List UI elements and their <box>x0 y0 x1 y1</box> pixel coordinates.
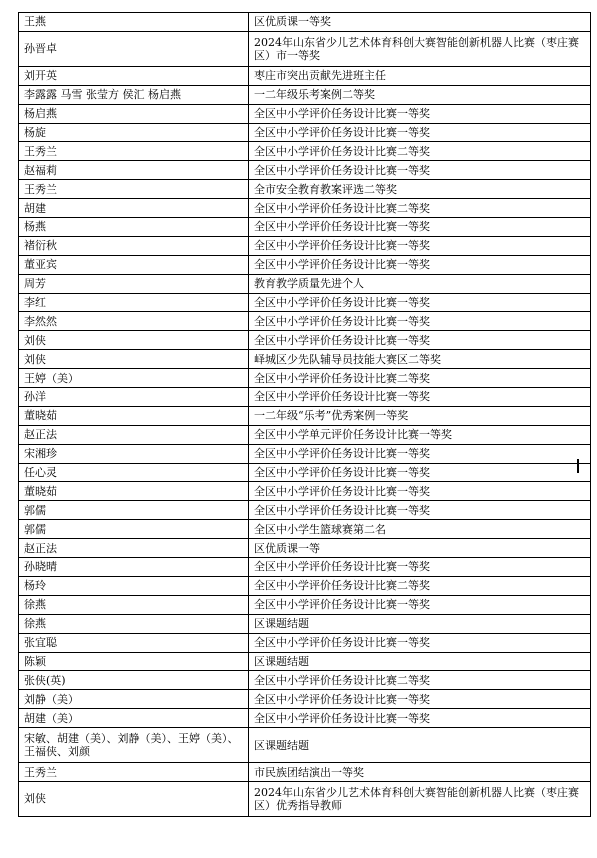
name-cell: 董亚宾 <box>19 255 249 274</box>
table-row <box>19 558 591 577</box>
award-cell: 全区中小学评价任务设计比赛一等奖 <box>249 690 591 709</box>
name-cell: 赵正法 <box>19 539 249 558</box>
name-cell: 任心灵 <box>19 463 249 482</box>
award-cell: 区优质课一等奖 <box>249 13 591 32</box>
name-cell: 张宜聪 <box>19 633 249 652</box>
table-row <box>19 463 591 482</box>
award-cell: 全区中小学评价任务设计比赛一等奖 <box>249 218 591 237</box>
name-cell: 徐燕 <box>19 595 249 614</box>
award-cell: 全区中小学评价任务设计比赛一等奖 <box>249 293 591 312</box>
table-row <box>19 709 591 728</box>
name-cell: 周芳 <box>19 274 249 293</box>
award-cell: 区课题结题 <box>249 614 591 633</box>
award-cell: 全区中小学评价任务设计比赛二等奖 <box>249 199 591 218</box>
table-row <box>19 671 591 690</box>
award-cell: 一二年级乐考案例二等奖 <box>249 85 591 104</box>
table-row <box>19 690 591 709</box>
name-cell: 王秀兰 <box>19 180 249 199</box>
award-cell: 全区中小学生篮球赛第二名 <box>249 520 591 539</box>
table-row <box>19 520 591 539</box>
name-cell: 刘侠 <box>19 331 249 350</box>
award-cell: 全区中小学评价任务设计比赛一等奖 <box>249 709 591 728</box>
award-cell: 全区中小学评价任务设计比赛二等奖 <box>249 369 591 388</box>
table-row <box>19 781 591 816</box>
table-row <box>19 274 591 293</box>
name-cell: 赵福莉 <box>19 161 249 180</box>
awards-table <box>18 12 591 817</box>
name-cell: 刘开英 <box>19 66 249 85</box>
name-cell: 宋湘珍 <box>19 444 249 463</box>
name-cell: 孙晋卓 <box>19 31 249 66</box>
award-cell: 教育教学质量先进个人 <box>249 274 591 293</box>
table-row <box>19 161 591 180</box>
table-row <box>19 104 591 123</box>
text-cursor <box>577 459 579 473</box>
award-cell: 全区中小学评价任务设计比赛一等奖 <box>249 312 591 331</box>
award-cell: 全区中小学评价任务设计比赛二等奖 <box>249 142 591 161</box>
table-row <box>19 425 591 444</box>
award-cell: 全区中小学评价任务设计比赛二等奖 <box>249 671 591 690</box>
award-cell: 全区中小学评价任务设计比赛二等奖 <box>249 576 591 595</box>
award-cell: 全区中小学评价任务设计比赛一等奖 <box>249 161 591 180</box>
name-cell: 陈颖 <box>19 652 249 671</box>
table-row <box>19 350 591 369</box>
award-cell: 全区中小学评价任务设计比赛一等奖 <box>249 501 591 520</box>
award-cell: 全区中小学评价任务设计比赛一等奖 <box>249 482 591 501</box>
name-cell: 郭儒 <box>19 520 249 539</box>
table-row <box>19 576 591 595</box>
table-row <box>19 482 591 501</box>
name-cell: 徐燕 <box>19 614 249 633</box>
award-cell: 全区中小学评价任务设计比赛一等奖 <box>249 123 591 142</box>
name-cell: 褚衍秋 <box>19 236 249 255</box>
table-row <box>19 218 591 237</box>
table-row <box>19 199 591 218</box>
name-cell: 杨玲 <box>19 576 249 595</box>
name-cell: 王秀兰 <box>19 763 249 782</box>
table-row <box>19 142 591 161</box>
name-cell: 刘侠 <box>19 350 249 369</box>
award-cell: 全区中小学评价任务设计比赛一等奖 <box>249 595 591 614</box>
name-cell: 王燕 <box>19 13 249 32</box>
name-cell: 杨燕 <box>19 218 249 237</box>
award-cell: 枣庄市突出贡献先进班主任 <box>249 66 591 85</box>
name-cell: 王婷（美） <box>19 369 249 388</box>
table-row <box>19 763 591 782</box>
awards-table-body <box>19 13 591 817</box>
name-cell: 胡建（美） <box>19 709 249 728</box>
award-cell: 全区中小学评价任务设计比赛一等奖 <box>249 463 591 482</box>
table-row <box>19 388 591 407</box>
award-cell: 峄城区少先队辅导员技能大赛区二等奖 <box>249 350 591 369</box>
table-row <box>19 85 591 104</box>
award-cell: 区课题结题 <box>249 728 591 763</box>
table-row <box>19 331 591 350</box>
name-cell: 孙晓晴 <box>19 558 249 577</box>
name-cell: 王秀兰 <box>19 142 249 161</box>
name-cell: 张侠(英) <box>19 671 249 690</box>
table-row <box>19 539 591 558</box>
award-cell: 2024年山东省少儿艺术体育科创大赛智能创新机器人比赛（枣庄赛区）市一等奖 <box>249 31 591 66</box>
award-cell: 全区中小学评价任务设计比赛一等奖 <box>249 444 591 463</box>
award-cell: 市民族团结演出一等奖 <box>249 763 591 782</box>
award-cell: 区课题结题 <box>249 652 591 671</box>
table-row <box>19 293 591 312</box>
name-cell: 刘静（美） <box>19 690 249 709</box>
award-cell: 全区中小学评价任务设计比赛一等奖 <box>249 388 591 407</box>
award-cell: 2024年山东省少儿艺术体育科创大赛智能创新机器人比赛（枣庄赛区）优秀指导教师 <box>249 781 591 816</box>
award-cell: 全区中小学评价任务设计比赛一等奖 <box>249 104 591 123</box>
table-row <box>19 13 591 32</box>
table-row <box>19 31 591 66</box>
table-row <box>19 652 591 671</box>
name-cell: 李露露 马雪 张莹方 侯汇 杨启燕 <box>19 85 249 104</box>
name-cell: 李红 <box>19 293 249 312</box>
name-cell: 胡建 <box>19 199 249 218</box>
name-cell: 孙洋 <box>19 388 249 407</box>
award-cell: 全区中小学评价任务设计比赛一等奖 <box>249 236 591 255</box>
award-cell: 全区中小学评价任务设计比赛一等奖 <box>249 558 591 577</box>
name-cell: 董晓茹 <box>19 482 249 501</box>
award-cell: 全区中小学评价任务设计比赛一等奖 <box>249 633 591 652</box>
award-cell: 区优质课一等 <box>249 539 591 558</box>
name-cell: 李然然 <box>19 312 249 331</box>
table-row <box>19 123 591 142</box>
table-row <box>19 236 591 255</box>
award-cell: 全区中小学单元评价任务设计比赛一等奖 <box>249 425 591 444</box>
table-row <box>19 312 591 331</box>
table-row <box>19 728 591 763</box>
name-cell: 董晓茹 <box>19 406 249 425</box>
award-cell: 全区中小学评价任务设计比赛一等奖 <box>249 255 591 274</box>
table-row <box>19 369 591 388</box>
name-cell: 郭儒 <box>19 501 249 520</box>
table-row <box>19 180 591 199</box>
name-cell: 杨旋 <box>19 123 249 142</box>
name-cell: 宋敏、胡建（美）、刘静（美）、王婷（美）、王福侠、刘颜 <box>19 728 249 763</box>
name-cell: 杨启燕 <box>19 104 249 123</box>
table-row <box>19 595 591 614</box>
name-cell: 刘侠 <box>19 781 249 816</box>
table-row <box>19 255 591 274</box>
award-cell: 全区中小学评价任务设计比赛一等奖 <box>249 331 591 350</box>
award-cell: 一二年级“乐考”优秀案例一等奖 <box>249 406 591 425</box>
table-row <box>19 501 591 520</box>
table-row <box>19 444 591 463</box>
table-row <box>19 633 591 652</box>
table-row <box>19 406 591 425</box>
award-cell: 全市安全教育教案评选二等奖 <box>249 180 591 199</box>
table-row <box>19 614 591 633</box>
name-cell: 赵正法 <box>19 425 249 444</box>
table-row <box>19 66 591 85</box>
